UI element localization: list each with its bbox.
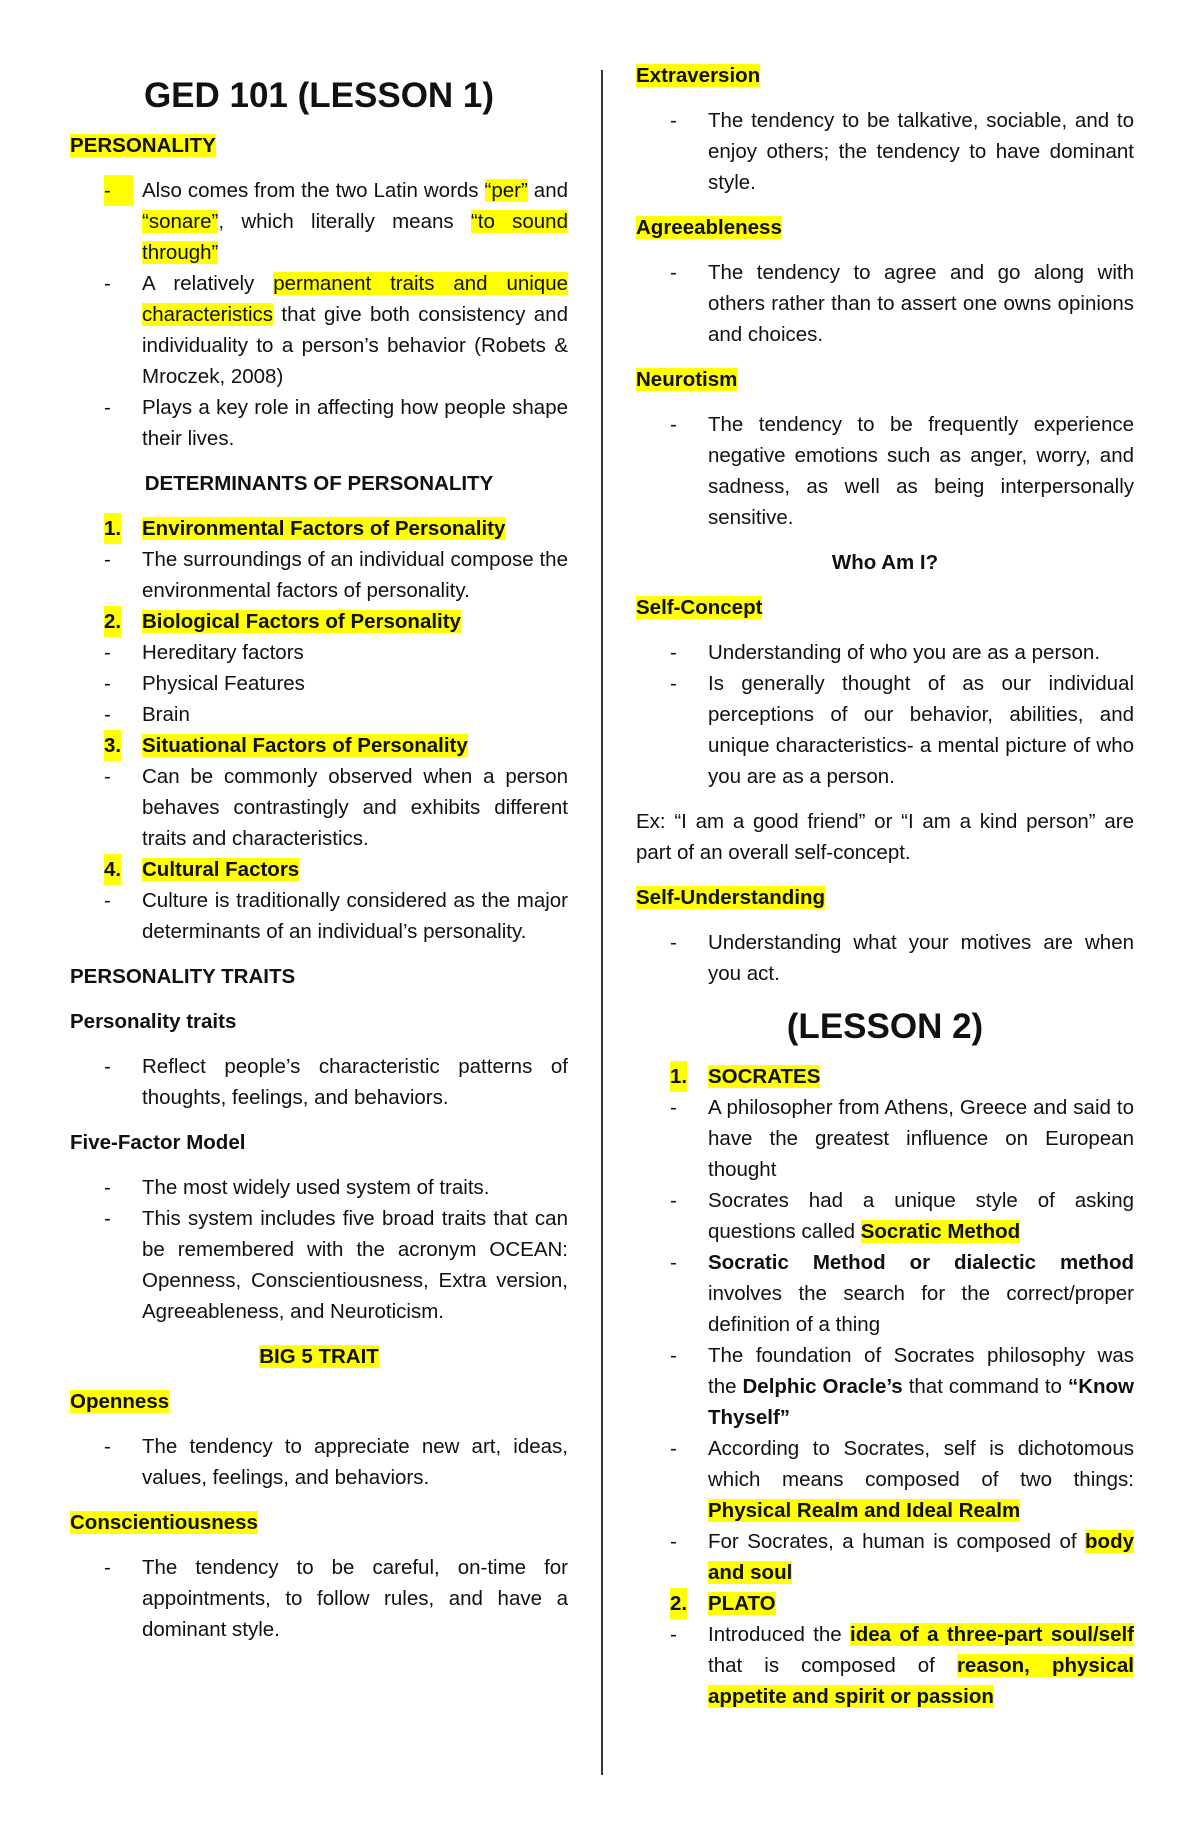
list-item: - Hereditary factors <box>70 637 568 668</box>
socrates-heading: 1. SOCRATES <box>636 1061 1134 1092</box>
list-item: - This system includes five broad traits that can be remembered with the acronym OCEAN: Openness, Conscientiousness, Extra version, Agreeableness, and Neuroticism. <box>70 1203 568 1327</box>
plato-heading: 2. PLATO <box>636 1588 1134 1619</box>
cul-list <box>70 885 568 947</box>
list-item: - The tendency to appreciate new art, ideas, values, feelings, and behaviors. <box>70 1431 568 1493</box>
self-concept-heading: Self-Concept <box>636 596 763 619</box>
list-item: - The tendency to be frequently experience negative emotions such as anger, worry, and sadness, as well as being interpersonally sensitive. <box>636 409 1134 533</box>
traits-subheading: Personality traits <box>70 1010 237 1033</box>
list-item: - Brain <box>70 699 568 730</box>
extraversion-list <box>636 105 1134 198</box>
page-title: GED 101 (LESSON 1) <box>143 76 495 115</box>
openness-list <box>70 1431 568 1493</box>
factor-heading: 2. Biological Factors of Personality <box>70 606 568 637</box>
who-am-i-heading: Who Am I? <box>831 551 939 574</box>
right-column <box>636 60 1134 1712</box>
agreeableness-heading: Agreeableness <box>636 216 782 239</box>
determinants-heading: DETERMINANTS OF PERSONALITY <box>144 472 494 495</box>
self-understanding-list <box>636 927 1134 989</box>
personality-heading: PERSONALITY <box>70 134 216 157</box>
plato-list <box>636 1619 1134 1712</box>
list-item: - For Socrates, a human is composed of body and soul <box>636 1526 1134 1588</box>
list-item: - Reflect people’s characteristic patterns of thoughts, feelings, and behaviors. <box>70 1051 568 1113</box>
example-text: Ex: “I am a good friend” or “I am a kind person” are part of an overall self-concept. <box>636 810 1134 864</box>
lesson2-title: (LESSON 2) <box>786 1007 984 1046</box>
list-item: - According to Socrates, self is dichotomous which means composed of two things: Physical Realm and Ideal Realm <box>636 1433 1134 1526</box>
factor-title: Cultural Factors <box>142 858 300 881</box>
list-item: - Understanding what your motives are when you act. <box>636 927 1134 989</box>
list-item: - Also comes from the two Latin words “per” and “sonare”, which literally means “to sound through” <box>70 175 568 268</box>
list-item: - Socratic Method or dialectic method involves the search for the correct/proper definition of a thing <box>636 1247 1134 1340</box>
factor-title: Environmental Factors of Personality <box>142 517 506 540</box>
list-item: - Socrates had a unique style of asking questions called Socratic Method <box>636 1185 1134 1247</box>
list-item: - Plays a key role in affecting how people shape their lives. <box>70 392 568 454</box>
self-understanding-heading: Self-Understanding <box>636 886 826 909</box>
big5-heading: BIG 5 TRAIT <box>259 1345 379 1368</box>
column-divider <box>601 70 603 1775</box>
ffm-heading: Five-Factor Model <box>70 1131 246 1154</box>
factor-heading: 1. Environmental Factors of Personality <box>70 513 568 544</box>
list-item: - Physical Features <box>70 668 568 699</box>
plato-title: PLATO <box>708 1592 776 1615</box>
env-list <box>70 544 568 606</box>
conscientiousness-heading: Conscientiousness <box>70 1511 258 1534</box>
neurotism-heading: Neurotism <box>636 368 738 391</box>
openness-heading: Openness <box>70 1390 170 1413</box>
list-item: - The most widely used system of traits. <box>70 1172 568 1203</box>
list-item: - The foundation of Socrates philosophy was the Delphic Oracle’s that command to “Know Thyself” <box>636 1340 1134 1433</box>
agreeableness-list <box>636 257 1134 350</box>
neurotism-list <box>636 409 1134 533</box>
bio-list <box>70 637 568 730</box>
list-item: - Introduced the idea of a three-part soul/self that is composed of reason, physical appetite and spirit or passion <box>636 1619 1134 1712</box>
conscientiousness-list <box>70 1552 568 1645</box>
factor-heading: 4. Cultural Factors <box>70 854 568 885</box>
socrates-list <box>636 1092 1134 1588</box>
list-item: - The tendency to be careful, on-time for appointments, to follow rules, and have a dominant style. <box>70 1552 568 1645</box>
list-item: - Can be commonly observed when a person behaves contrastingly and exhibits different traits and characteristics. <box>70 761 568 854</box>
list-item: - The tendency to agree and go along with others rather than to assert one owns opinions and choices. <box>636 257 1134 350</box>
factor-heading: 3. Situational Factors of Personality <box>70 730 568 761</box>
list-item: - The tendency to be talkative, sociable, and to enjoy others; the tendency to have dominant style. <box>636 105 1134 198</box>
list-item: - A philosopher from Athens, Greece and said to have the greatest influence on European thought <box>636 1092 1134 1185</box>
traits-list <box>70 1051 568 1113</box>
self-concept-list <box>636 637 1134 792</box>
factor-title: Situational Factors of Personality <box>142 734 468 757</box>
list-item: - Is generally thought of as our individual perceptions of our behavior, abilities, and unique characteristics- a mental picture of who you are as a person. <box>636 668 1134 792</box>
left-column <box>70 60 568 1659</box>
extraversion-heading: Extraversion <box>636 64 761 87</box>
socrates-title: SOCRATES <box>708 1065 821 1088</box>
ffm-list <box>70 1172 568 1327</box>
sit-list <box>70 761 568 854</box>
traits-heading: PERSONALITY TRAITS <box>70 965 296 988</box>
factor-title: Biological Factors of Personality <box>142 610 461 633</box>
list-item: - A relatively permanent traits and unique characteristics that give both consistency and individuality to a person’s behavior (Robets & Mroczek, 2008) <box>70 268 568 392</box>
list-item: - The surroundings of an individual compose the environmental factors of personality. <box>70 544 568 606</box>
list-item: - Understanding of who you are as a person. <box>636 637 1134 668</box>
personality-list <box>70 175 568 454</box>
list-item: - Culture is traditionally considered as the major determinants of an individual’s personality. <box>70 885 568 947</box>
